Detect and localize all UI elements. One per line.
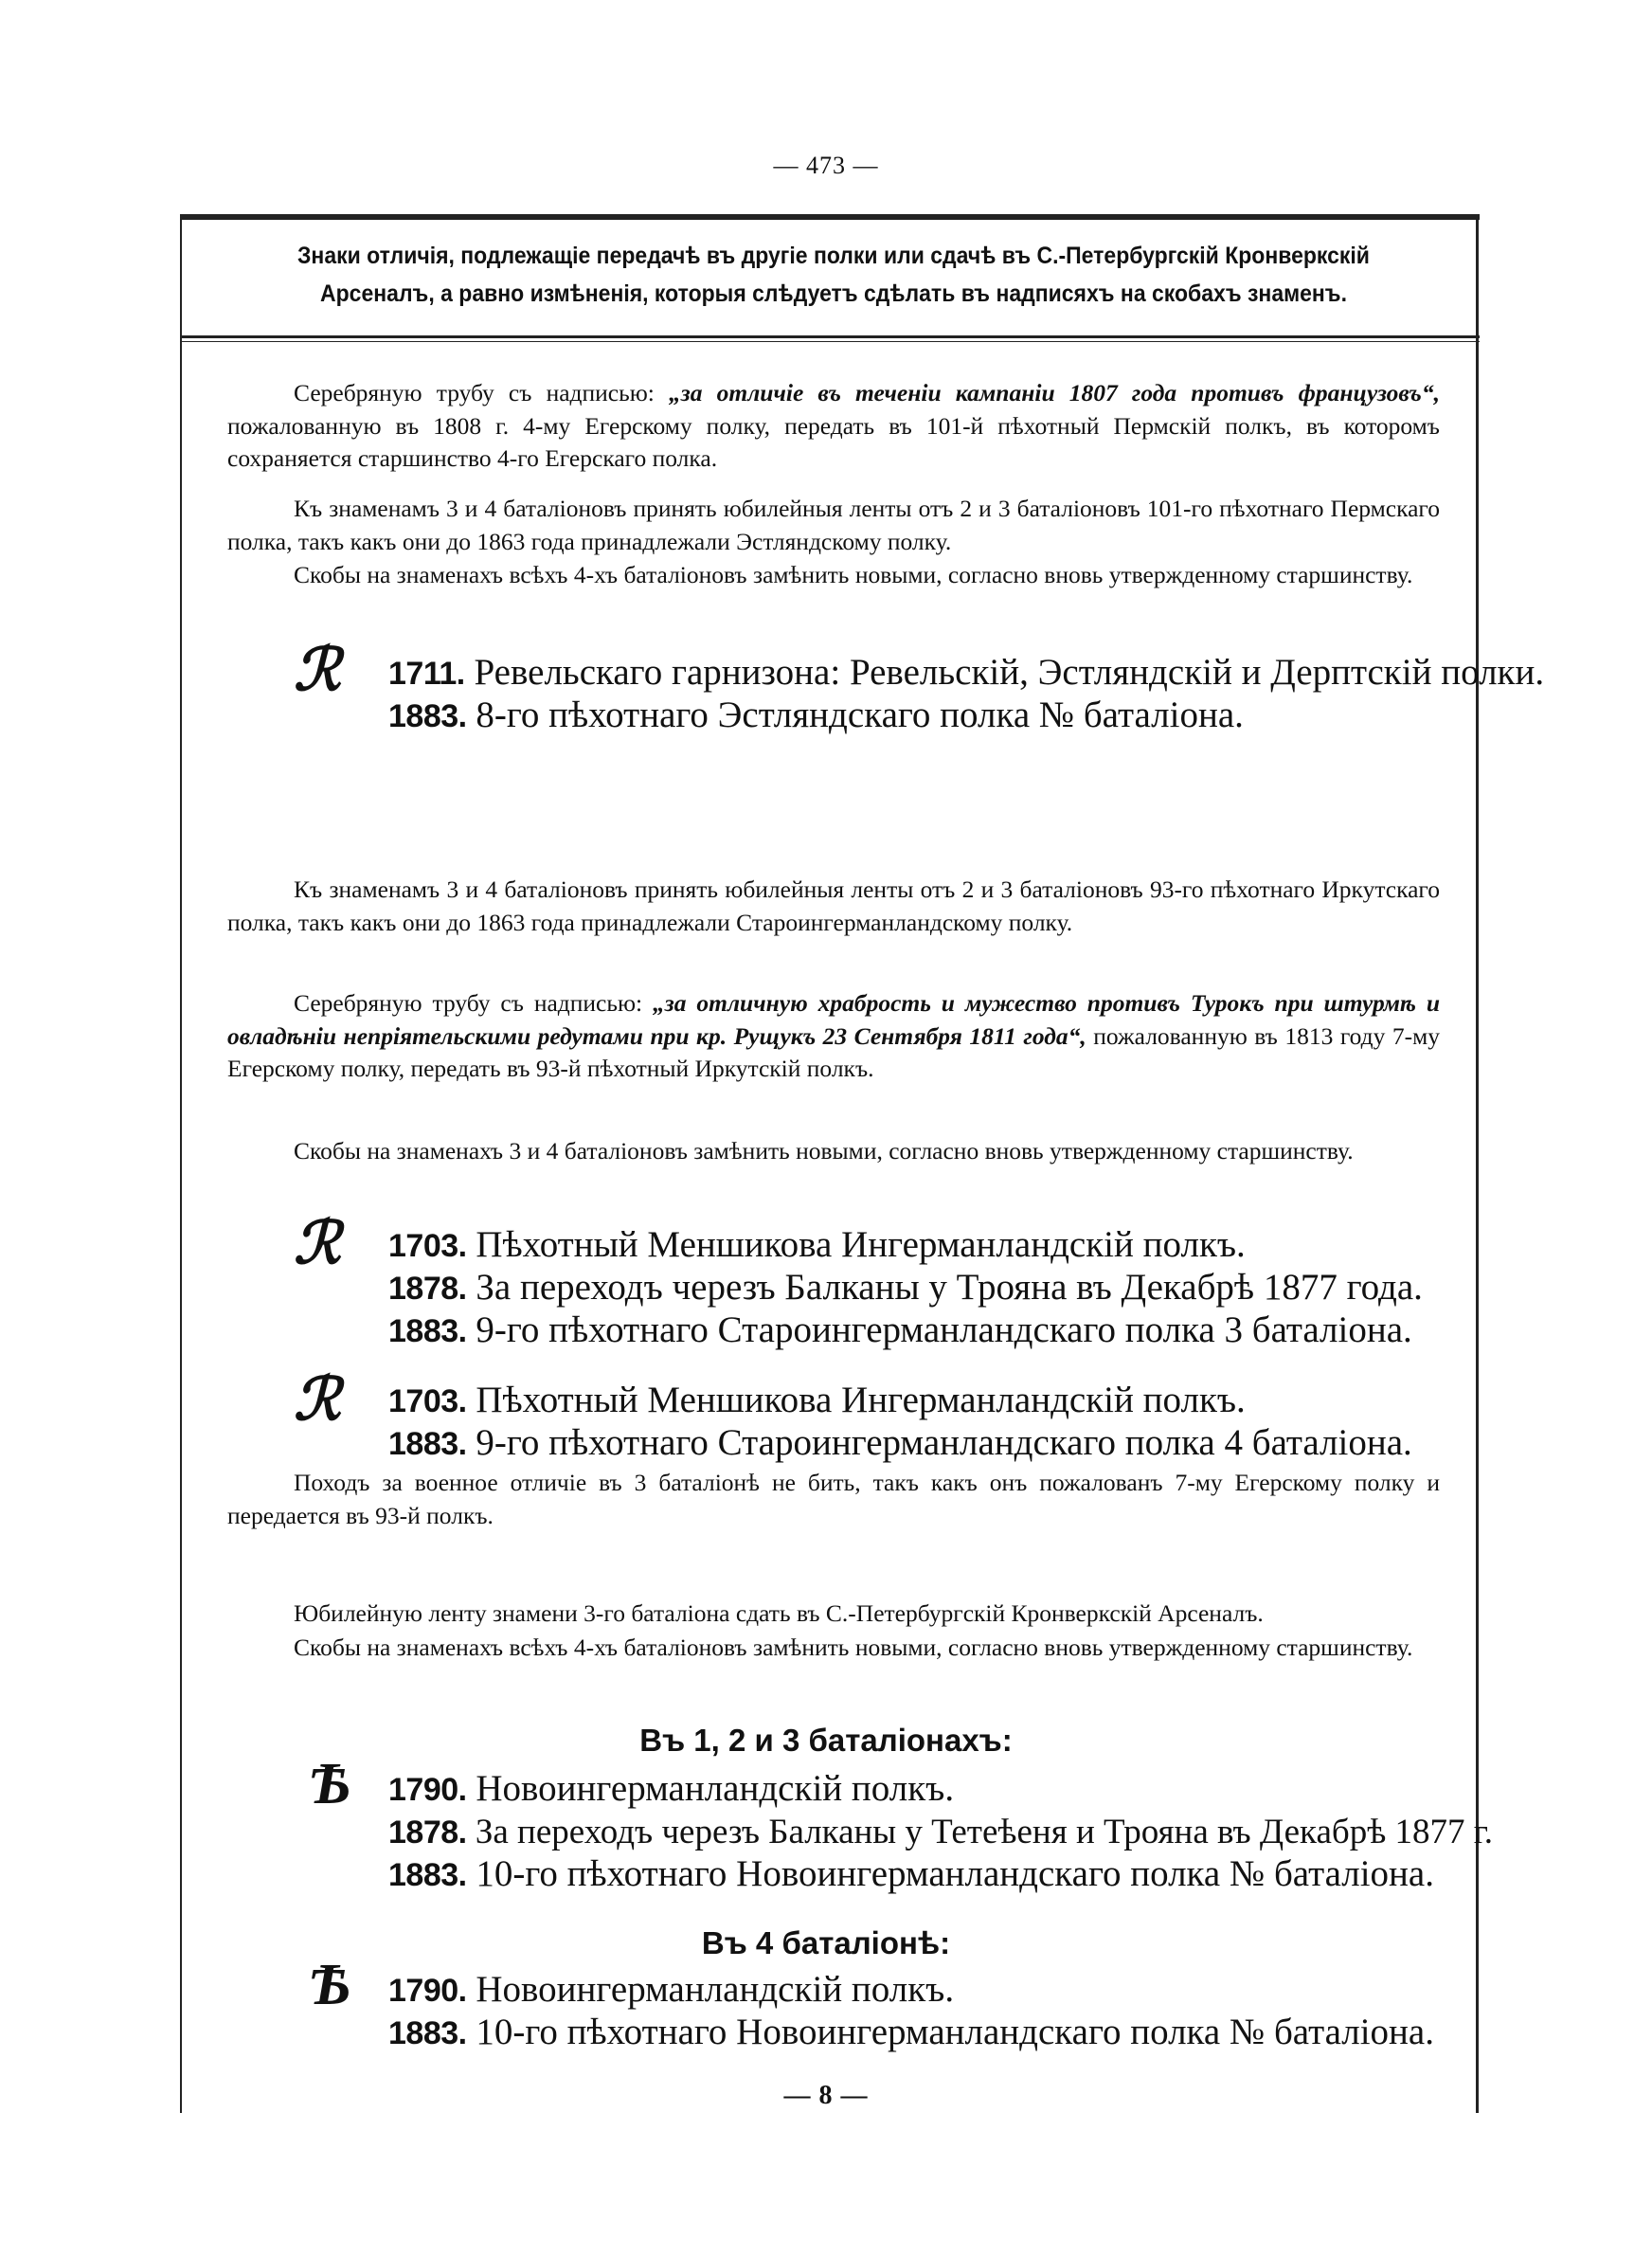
s2-note: Походъ за военное отличіе въ 3 баталіонѣ не бить, такъ какъ онъ пожалованъ 7-му Егерскому полку и передается въ 93-й полкъ.	[227, 1469, 1440, 1529]
s2-entry-1878: 1878. За переходъ черезъ Балканы у Трояна въ Декабрѣ 1877 года.	[388, 1267, 1423, 1308]
s1-monogram-icon: ℛ	[294, 639, 341, 703]
s2-paragraph-trumpet: Серебряную трубу съ надписью: „за отличную храбрость и мужество противъ Турокъ при штурмѣ и овладѣніи непріятельскими редутами при кр. Рущукъ 23 Сентября 1811 года“, пожалованную въ 1813 году 7-му Егерскому полку, передать въ 93-й пѣхотный Иркутскій полкъ.	[227, 989, 1440, 1082]
s3-entry-1883: 1883. 10-го пѣхотнаго Новоингерманландскаго полка № баталіона.	[388, 1853, 1434, 1894]
s3-entries-1	[388, 1768, 1493, 1896]
header-line-2: Арсеналъ, а равно измѣненія, которыя слѣдуетъ сдѣлать въ надписяхъ на скобахъ знаменъ.	[320, 280, 1347, 307]
s3-entry-1790: 1790. Новоингерманландскій полкъ.	[388, 1768, 955, 1809]
s3-entry-1878: 1878. За переходъ черезъ Балканы у Тетеѣеня и Трояна въ Декабрѣ 1877 г.	[388, 1813, 1494, 1851]
s3-monogram-icon-2: Ѣ	[313, 1953, 350, 2017]
s1-paragraph-brackets: Скобы на знаменахъ всѣхъ 4-хъ баталіоновъ замѣнить новыми, согласно вновь утвержденному старшинству.	[294, 561, 1413, 588]
s1-entry-1883: 1883. 8-го пѣхотнаго Эстляндскаго полка № баталіона.	[388, 695, 1244, 735]
s3-subheading-1: Въ 1, 2 и 3 баталіонахъ:	[639, 1723, 1013, 1758]
s1-paragraph-ribbons: Къ знаменамъ 3 и 4 баталіоновъ принять юбилейныя ленты отъ 2 и 3 баталіоновъ 101-го пѣхотнаго Пермскаго полка, такъ какъ они до 1863 года принадлежали Эстляндскому полку.	[227, 495, 1440, 555]
page-number-bottom: — 8 —	[783, 2081, 869, 2110]
s2-paragraph-brackets: Скобы на знаменахъ 3 и 4 баталіоновъ замѣнить новыми, согласно вновь утвержденному старшинству.	[294, 1137, 1354, 1165]
s3-entry2-1790: 1790. Новоингерманландскій полкъ.	[388, 1969, 955, 2010]
section-header	[267, 237, 1400, 313]
s2-entries-1	[388, 1224, 1423, 1352]
s1-entries	[388, 652, 1544, 737]
s3-entry2-1883: 1883. 10-го пѣхотнаго Новоингерманландскаго полка № баталіона.	[388, 2012, 1434, 2052]
s3-subheading-2: Въ 4 баталіонѣ:	[701, 1925, 951, 1960]
header-line-1: Знаки отличія, подлежащіе передачѣ въ другіе полки или сдачѣ въ С.-Петербургскій Кронверкскій	[297, 243, 1370, 269]
s2-entry-1703: 1703. Пѣхотный Меншикова Ингерманландскій полкъ.	[388, 1224, 1246, 1265]
s2-entries-2	[388, 1380, 1412, 1465]
s2-entry2-1883: 1883. 9-го пѣхотнаго Староингерманландскаго полка 4 баталіона.	[388, 1422, 1412, 1463]
s3-entries-2	[388, 1969, 1434, 2054]
page-number-top: — 473 —	[773, 152, 879, 179]
s2-monogram-icon-1: ℛ	[294, 1212, 341, 1276]
s2-paragraph-ribbons: Къ знаменамъ 3 и 4 баталіоновъ принять юбилейныя ленты отъ 2 и 3 баталіоновъ 93-го пѣхотнаго Иркутскаго полка, такъ какъ они до 1863 года принадлежали Староингерманландскому полку.	[227, 876, 1440, 936]
s3-monogram-icon-1: Ѣ	[313, 1752, 350, 1816]
header-rule-thin	[180, 341, 1480, 342]
s3-paragraph-ribbon: Юбилейную ленту знамени 3-го баталіона сдать въ С.-Петербургскій Кронверкскій Арсеналъ.	[294, 1599, 1264, 1627]
s2-entry-1883: 1883. 9-го пѣхотнаго Староингерманландскаго полка 3 баталіона.	[388, 1309, 1412, 1350]
s2-entry2-1703: 1703. Пѣхотный Меншикова Ингерманландскій полкъ.	[388, 1380, 1246, 1420]
s2-monogram-icon-2: ℛ	[294, 1368, 341, 1433]
s1-paragraph-trumpet: Серебряную трубу съ надписью: „за отличіе въ теченіи кампаніи 1807 года противъ французовъ“, пожалованную въ 1808 г. 4-му Егерскому полку, передать въ 101-й пѣхотный Пермскій полкъ, въ которомъ сохраняется старшинство 4-го Егерскаго полка.	[227, 379, 1440, 472]
s1-entry-1711: 1711. Ревельскаго гарнизона: Ревельскій, Эстляндскій и Дерптскій полки.	[388, 652, 1545, 693]
s3-paragraph-brackets: Скобы на знаменахъ всѣхъ 4-хъ баталіоновъ замѣнить новыми, согласно вновь утвержденному старшинству.	[294, 1634, 1413, 1661]
header-rule	[180, 335, 1480, 338]
